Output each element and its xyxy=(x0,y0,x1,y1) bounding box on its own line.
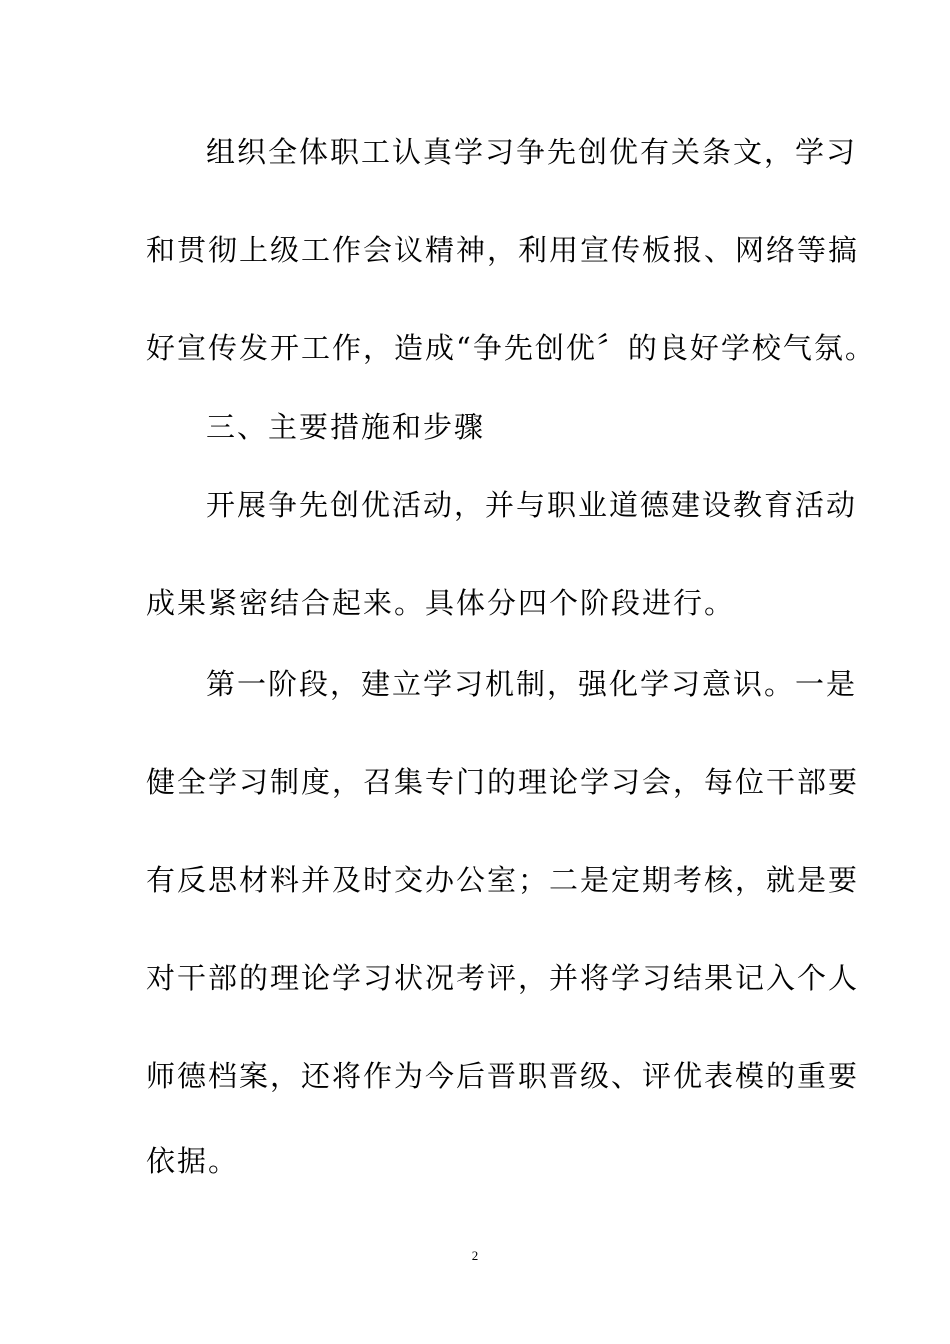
paragraph-2-line-1: 开展争先创优活动，并与职业道德建设教育活动 xyxy=(206,488,858,522)
paragraph-1-line-2: 和贯彻上级工作会议精神，利用宣传板报、网络等搞 xyxy=(146,233,860,267)
paragraph-3-line-5: 师德档案，还将作为今后晋职晋级、评优表模的重要 xyxy=(146,1059,860,1093)
section-heading: 三、主要措施和步骤 xyxy=(206,410,486,444)
paragraph-3-line-4: 对干部的理论学习状况考评，并将学习结果记入个人 xyxy=(146,961,860,995)
paragraph-3-line-1: 第一阶段，建立学习机制，强化学习意识。一是 xyxy=(206,667,858,701)
page-number: 2 xyxy=(471,1248,479,1263)
paragraph-2-line-2: 成果紧密结合起来。具体分四个阶段进行。 xyxy=(146,586,736,620)
paragraph-3-line-2: 健全学习制度，召集专门的理论学习会，每位干部要 xyxy=(146,765,860,799)
paragraph-1-line-3: 好宣传发开工作，造成“争先创优〞的良好学校气氛。 xyxy=(146,331,876,365)
paragraph-3-line-3: 有反思材料并及时交办公室；二是定期考核，就是要 xyxy=(146,863,860,897)
paragraph-3-line-6: 依据。 xyxy=(146,1144,240,1178)
paragraph-1-line-1: 组织全体职工认真学习争先创优有关条文，学习 xyxy=(206,135,858,169)
